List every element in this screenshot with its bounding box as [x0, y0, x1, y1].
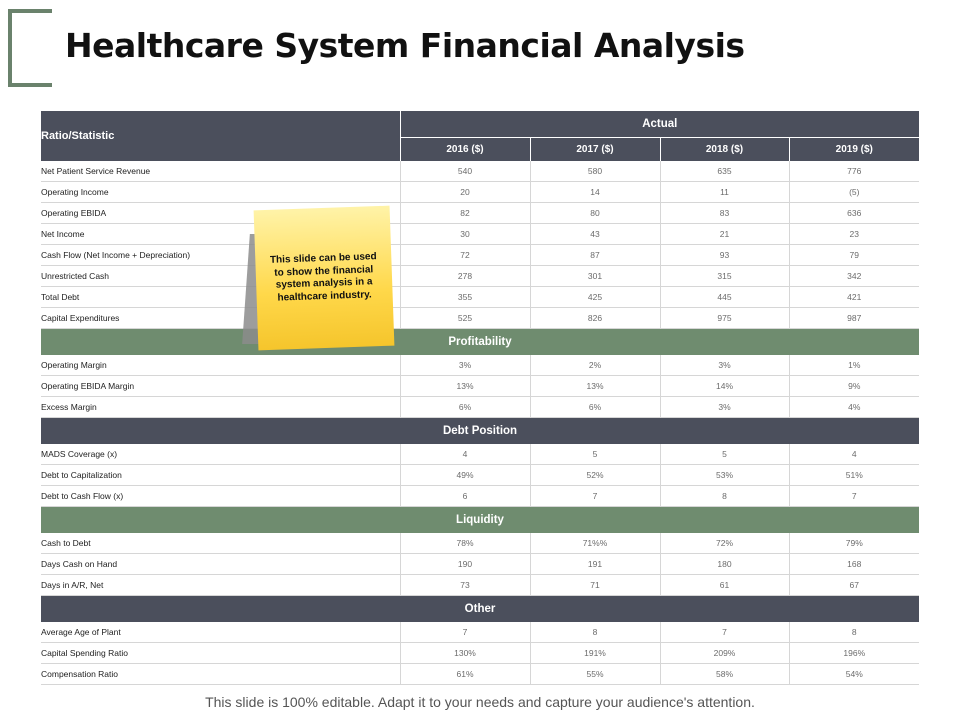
table-cell: 191% — [530, 643, 660, 664]
table-cell: 130% — [400, 643, 530, 664]
table-cell: 82 — [400, 203, 530, 224]
table-cell: 80 — [530, 203, 660, 224]
table-cell: 3% — [660, 397, 789, 418]
table-row — [41, 533, 919, 554]
table-cell: 6% — [530, 397, 660, 418]
table-row — [41, 203, 919, 224]
sticky-note — [244, 208, 394, 348]
table-cell: 71%% — [530, 533, 660, 554]
table-cell: 4% — [789, 397, 919, 418]
table-cell: 776 — [789, 161, 919, 182]
table-cell: 21 — [660, 224, 789, 245]
table-row — [41, 266, 919, 287]
table-cell: 72% — [660, 533, 789, 554]
table-cell: 975 — [660, 308, 789, 329]
table-cell: 3% — [400, 355, 530, 376]
table-cell: 191 — [530, 554, 660, 575]
table-row — [41, 161, 919, 182]
table-cell: 11 — [660, 182, 789, 203]
header-ratio-statistic: Ratio/Statistic — [41, 111, 400, 161]
table-cell: 61% — [400, 664, 530, 685]
table-row — [41, 308, 919, 329]
table-cell: 209% — [660, 643, 789, 664]
section-header-label: Other — [41, 596, 919, 623]
row-label: Capital Expenditures — [41, 308, 400, 329]
row-label: Debt to Capitalization — [41, 465, 400, 486]
table-cell: 196% — [789, 643, 919, 664]
section-header-row — [41, 596, 919, 623]
table-cell: 71 — [530, 575, 660, 596]
table-cell: 525 — [400, 308, 530, 329]
table-cell: 23 — [789, 224, 919, 245]
header-actual: Actual — [400, 111, 919, 138]
table-row — [41, 355, 919, 376]
table-row — [41, 664, 919, 685]
table-cell: 3% — [660, 355, 789, 376]
table-cell: 58% — [660, 664, 789, 685]
table-row — [41, 287, 919, 308]
table-row — [41, 224, 919, 245]
table-row — [41, 376, 919, 397]
table-cell: 87 — [530, 245, 660, 266]
row-label: Compensation Ratio — [41, 664, 400, 685]
table-cell: 30 — [400, 224, 530, 245]
table-row — [41, 397, 919, 418]
table-cell: 540 — [400, 161, 530, 182]
table-cell: 4 — [400, 444, 530, 465]
table-cell: 7 — [789, 486, 919, 507]
table-cell: 43 — [530, 224, 660, 245]
footer-note: This slide is 100% editable. Adapt it to your needs and capture your audience's attention. — [205, 694, 755, 710]
row-label: Days Cash on Hand — [41, 554, 400, 575]
table-cell: 55% — [530, 664, 660, 685]
table-cell: 14% — [660, 376, 789, 397]
table-cell: 190 — [400, 554, 530, 575]
table-cell: 1% — [789, 355, 919, 376]
section-header-row — [41, 418, 919, 445]
table-row — [41, 575, 919, 596]
table-cell: 73 — [400, 575, 530, 596]
table-cell: 72 — [400, 245, 530, 266]
table-cell: 52% — [530, 465, 660, 486]
table-cell: 8 — [789, 622, 919, 643]
row-label: Capital Spending Ratio — [41, 643, 400, 664]
table-cell: 9% — [789, 376, 919, 397]
table-row — [41, 486, 919, 507]
table-cell: 20 — [400, 182, 530, 203]
row-label: Net Income — [41, 224, 400, 245]
row-label: Cash to Debt — [41, 533, 400, 554]
table-cell: 168 — [789, 554, 919, 575]
table-row — [41, 444, 919, 465]
row-label: Excess Margin — [41, 397, 400, 418]
table-cell: 61 — [660, 575, 789, 596]
table-cell: 6 — [400, 486, 530, 507]
table-cell: 8 — [530, 622, 660, 643]
table-cell: 79% — [789, 533, 919, 554]
header-year: 2016 ($) — [400, 138, 530, 162]
section-header-label: Liquidity — [41, 507, 919, 534]
table-cell: 53% — [660, 465, 789, 486]
table-cell: 421 — [789, 287, 919, 308]
row-label: Unrestricted Cash — [41, 266, 400, 287]
table-row — [41, 622, 919, 643]
section-header-label: Profitability — [41, 329, 919, 356]
table-cell: 13% — [530, 376, 660, 397]
table-cell: 7 — [530, 486, 660, 507]
table-cell: 51% — [789, 465, 919, 486]
table-cell: 355 — [400, 287, 530, 308]
table-cell: 278 — [400, 266, 530, 287]
table-cell: 5 — [530, 444, 660, 465]
table-cell: 445 — [660, 287, 789, 308]
table-cell: 180 — [660, 554, 789, 575]
table-row — [41, 554, 919, 575]
financial-table — [41, 111, 919, 685]
row-label: Operating EBIDA Margin — [41, 376, 400, 397]
row-label: Debt to Cash Flow (x) — [41, 486, 400, 507]
table-row — [41, 182, 919, 203]
table-cell: 79 — [789, 245, 919, 266]
table-cell: 301 — [530, 266, 660, 287]
table-cell: 342 — [789, 266, 919, 287]
row-label: Average Age of Plant — [41, 622, 400, 643]
row-label: Days in A/R, Net — [41, 575, 400, 596]
row-label: Operating Margin — [41, 355, 400, 376]
table-body — [41, 161, 919, 685]
table-cell: 315 — [660, 266, 789, 287]
row-label: Operating EBIDA — [41, 203, 400, 224]
table-cell: 635 — [660, 161, 789, 182]
header-year: 2017 ($) — [530, 138, 660, 162]
row-label: Total Debt — [41, 287, 400, 308]
row-label: Operating Income — [41, 182, 400, 203]
table-cell: 54% — [789, 664, 919, 685]
table-cell: 987 — [789, 308, 919, 329]
section-header-label: Debt Position — [41, 418, 919, 445]
header-year: 2018 ($) — [660, 138, 789, 162]
table-cell: 13% — [400, 376, 530, 397]
table-cell: 6% — [400, 397, 530, 418]
row-label: Cash Flow (Net Income + Depreciation) — [41, 245, 400, 266]
table-cell: 78% — [400, 533, 530, 554]
table-row — [41, 245, 919, 266]
table-cell: 580 — [530, 161, 660, 182]
table-cell: 93 — [660, 245, 789, 266]
table-cell: 5 — [660, 444, 789, 465]
table-cell: 826 — [530, 308, 660, 329]
table-cell: 67 — [789, 575, 919, 596]
table-row — [41, 465, 919, 486]
table-cell: 49% — [400, 465, 530, 486]
table-cell: 7 — [400, 622, 530, 643]
table-cell: 7 — [660, 622, 789, 643]
sticky-note-text: This slide can be used to show the financial system analysis in a healthcare industry. — [254, 206, 395, 351]
table-row — [41, 643, 919, 664]
table-cell: 636 — [789, 203, 919, 224]
table-cell: 8 — [660, 486, 789, 507]
section-header-row — [41, 507, 919, 534]
table-cell: 83 — [660, 203, 789, 224]
row-label: Net Patient Service Revenue — [41, 161, 400, 182]
table-cell: (5) — [789, 182, 919, 203]
table-cell: 425 — [530, 287, 660, 308]
section-header-row — [41, 329, 919, 356]
table-cell: 2% — [530, 355, 660, 376]
header-year: 2019 ($) — [789, 138, 919, 162]
row-label: MADS Coverage (x) — [41, 444, 400, 465]
table-cell: 4 — [789, 444, 919, 465]
table-cell: 14 — [530, 182, 660, 203]
page-title: Healthcare System Financial Analysis — [65, 26, 745, 65]
title-bracket-decoration — [8, 9, 52, 87]
